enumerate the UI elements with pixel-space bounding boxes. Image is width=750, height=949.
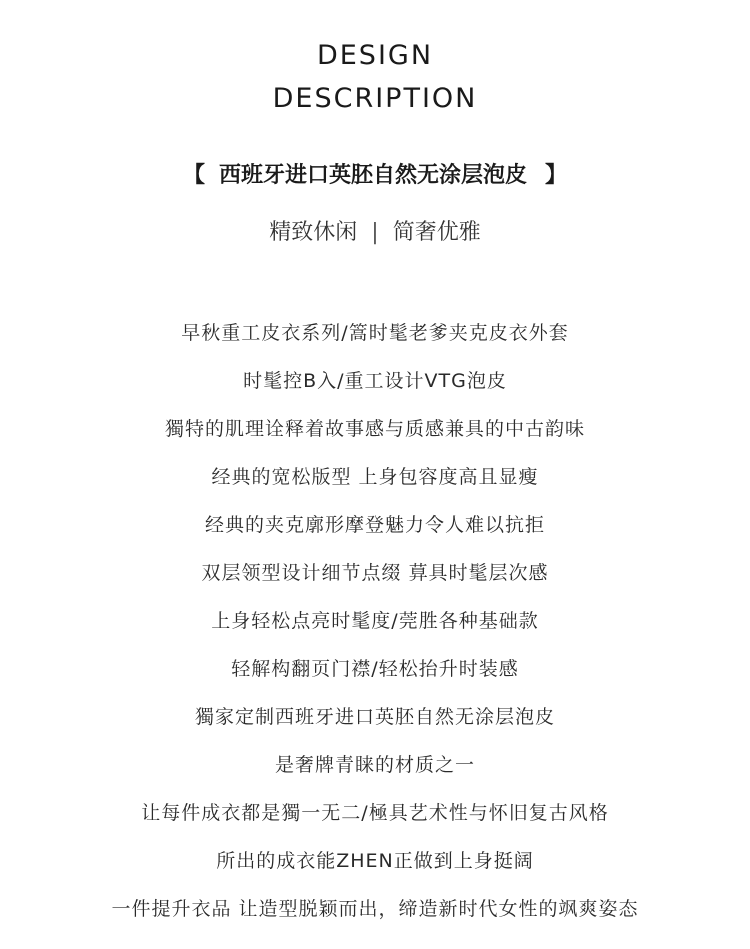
tagline-right: 简奢优雅 xyxy=(392,220,481,245)
description-line: 时髦控B入/重工设计VTG泡皮 xyxy=(243,370,507,392)
description-line: 上身轻松点亮时髦度/莞胜各种基础款 xyxy=(211,610,539,632)
bracket-close: 】 xyxy=(545,163,568,188)
tagline-separator: | xyxy=(371,220,379,245)
description-list xyxy=(0,317,750,941)
description-line: 经典的宽松版型 上身包容度高且显瘦 xyxy=(211,466,539,488)
description-line: 让每件成衣都是獨一无二/極具艺术性与怀旧复古风格 xyxy=(141,802,609,824)
product-title xyxy=(0,160,750,192)
description-line: 轻解构翻页门襟/轻松抬升时装感 xyxy=(231,658,519,680)
description-line: 獨特的肌理诠释着故事感与质感兼具的中古韵味 xyxy=(164,418,585,440)
description-line: 早秋重工皮衣系列/篙时髦老爹夹克皮衣外套 xyxy=(181,322,569,344)
description-line: 一件提升衣品 让造型脱颖而出，缔造新时代女性的飒爽姿态 xyxy=(111,898,639,920)
description-line: 是奢牌青睐的材质之一 xyxy=(274,754,475,776)
description-line: 双层领型设计细节点缀 萛具时髦层次感 xyxy=(201,562,549,584)
description-line: 獨家定制西班牙进口英胚自然无涂层泡皮 xyxy=(194,706,555,728)
title-description: DESCRIPTION xyxy=(272,83,478,114)
product-name: 西班牙进口英胚自然无涂层泡皮 xyxy=(218,163,527,188)
bracket-open: 【 xyxy=(182,163,205,188)
tagline-left: 精致休闲 xyxy=(269,220,358,245)
description-line: 经典的夹克廓形摩登魅力令人难以抗拒 xyxy=(204,514,545,536)
description-line: 所出的成衣能ZHEN正做到上身挺阔 xyxy=(216,850,534,872)
title-design: DESIGN xyxy=(316,40,434,71)
tagline xyxy=(0,216,750,250)
